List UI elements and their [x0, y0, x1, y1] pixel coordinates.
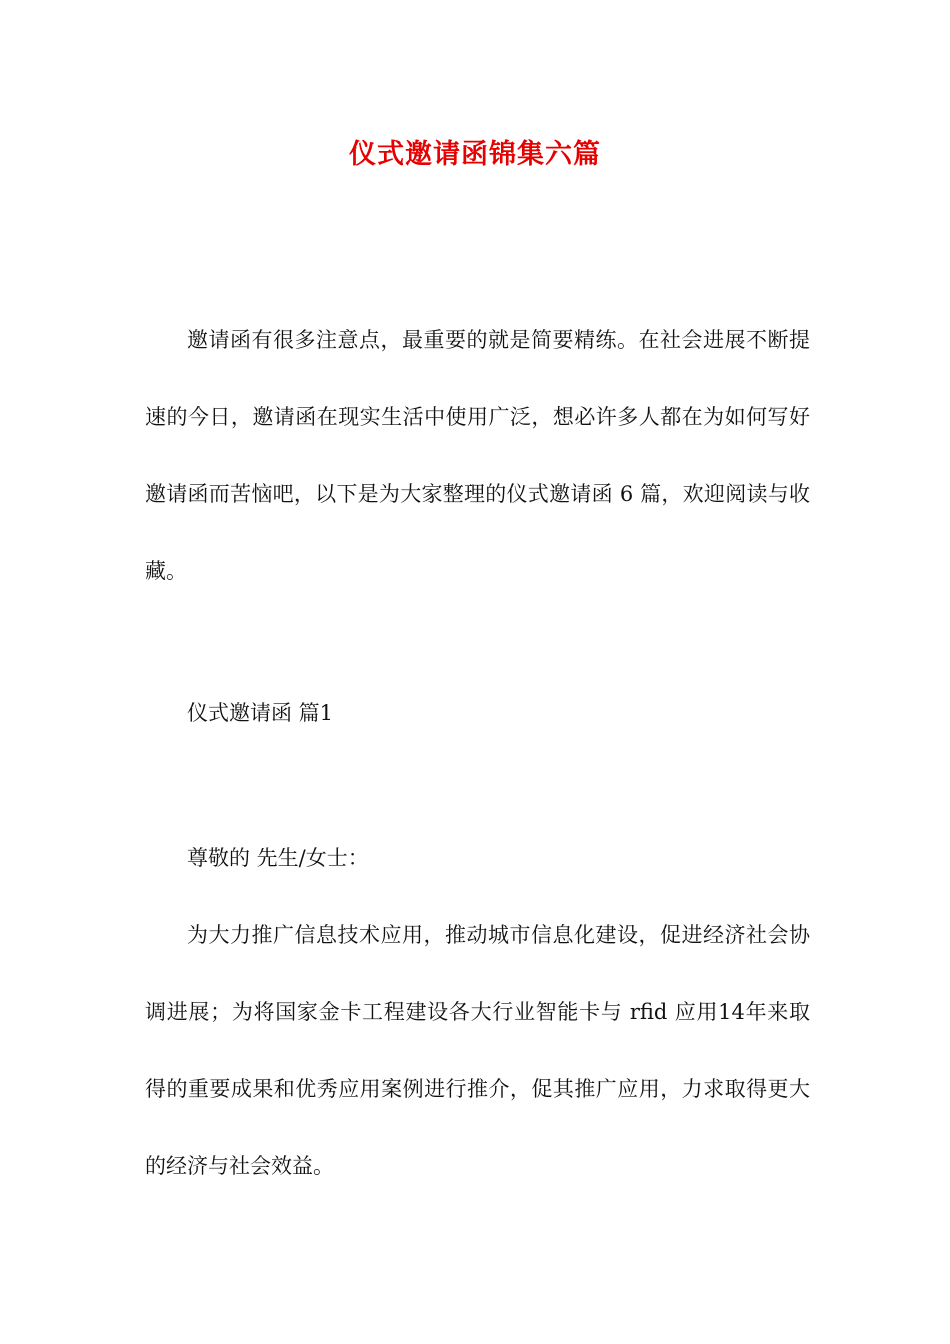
section-heading: 仪式邀请函 篇1: [187, 701, 334, 725]
body-paragraph: 为大力推广信息技术应用，推动城市信息化建设，促进经济社会协调进展；为将国家金卡工程建设各大行业智能卡与 rfid 应用14年来取得的重要成果和优秀应用案例进行推介，促其推广应用，力求取得更大的经济与社会效益。: [145, 923, 810, 1178]
intro-paragraph: 邀请函有很多注意点，最重要的就是简要精练。在社会进展不断提速的今日，邀请函在现实生活中使用广泛，想必许多人都在为如何写好邀请函而苦恼吧，以下是为大家整理的仪式邀请函 6 篇，欢迎阅读与收藏。: [145, 328, 810, 583]
greeting-line: 尊敬的 先生/女士：: [187, 846, 369, 870]
document-title: 仪式邀请函锦集六篇: [349, 139, 601, 170]
